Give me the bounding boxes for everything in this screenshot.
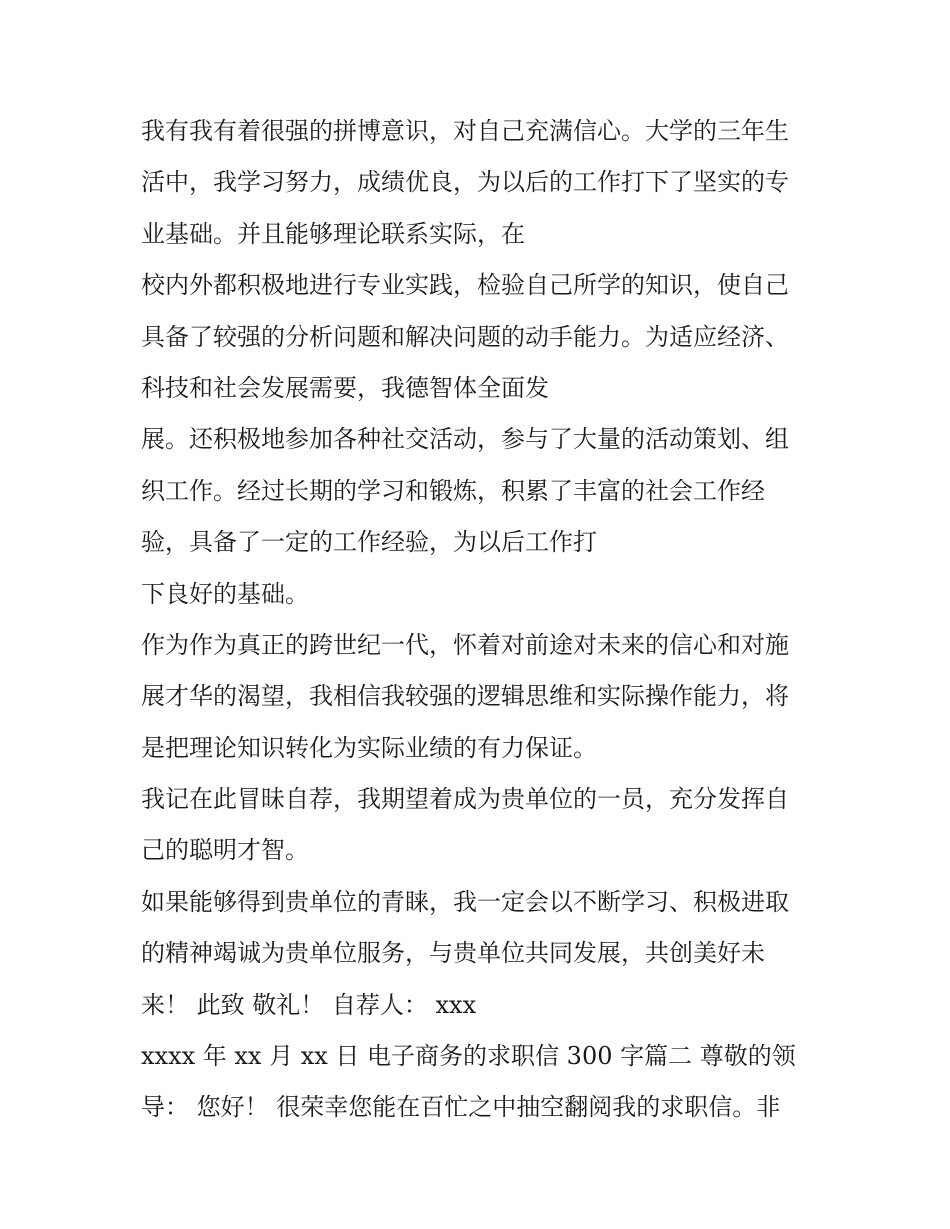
text-line: 是把理论知识转化为实际业绩的有力保证。 — [141, 733, 597, 762]
text-line: 科技和社会发展需要，我德智体全面发 — [141, 373, 549, 402]
text-line: 我有我有着很强的拼博意识，对自己充满信心。大学的三年生 — [141, 117, 789, 145]
text-line: 如果能够得到贵单位的青睐，我一定会以不断学习、积极进取 — [141, 887, 789, 916]
text-line: xxxx 年 xx 月 xx 日 电子商务的求职信 300 字篇二 尊敬的领 — [141, 1042, 796, 1071]
text-line: 作为作为真正的跨世纪一代，怀着对前途对未来的信心和对施 — [141, 630, 789, 659]
text-line: 校内外都积极地进行专业实践，检验自己所学的知识，使自己 — [141, 271, 789, 300]
text-line: 织工作。经过长期的学习和锻炼，积累了丰富的社会工作经 — [141, 476, 765, 505]
text-line: 业基础。并且能够理论联系实际，在 — [141, 219, 525, 248]
text-line: 验，具备了一定的工作经验，为以后工作打 — [141, 528, 597, 557]
text-line: 导： 您好！ 很荣幸您能在百忙之中抽空翻阅我的求职信。非 — [141, 1093, 781, 1122]
text-line: 的精神竭诚为贵单位服务，与贵单位共同发展，共创美好未 — [141, 939, 765, 968]
text-line: 展才华的渴望，我相信我较强的逻辑思维和实际操作能力，将 — [141, 682, 789, 711]
text-line: 我记在此冒昧自荐，我期望着成为贵单位的一员，充分发挥自 — [141, 785, 789, 814]
text-line: 己的聪明才智。 — [141, 836, 309, 865]
text-line: 具备了较强的分析问题和解决问题的动手能力。为适应经济、 — [141, 322, 789, 351]
letter-body — [141, 106, 831, 1134]
text-line: 来！ 此致 敬礼！ 自荐人： xxx — [141, 990, 477, 1019]
text-line: 下良好的基础。 — [141, 579, 309, 608]
text-line: 展。还积极地参加各种社交活动，参与了大量的活动策划、组 — [141, 425, 789, 454]
text-line: 活中，我学习努力，成绩优良，为以后的工作打下了坚实的专 — [141, 168, 789, 197]
